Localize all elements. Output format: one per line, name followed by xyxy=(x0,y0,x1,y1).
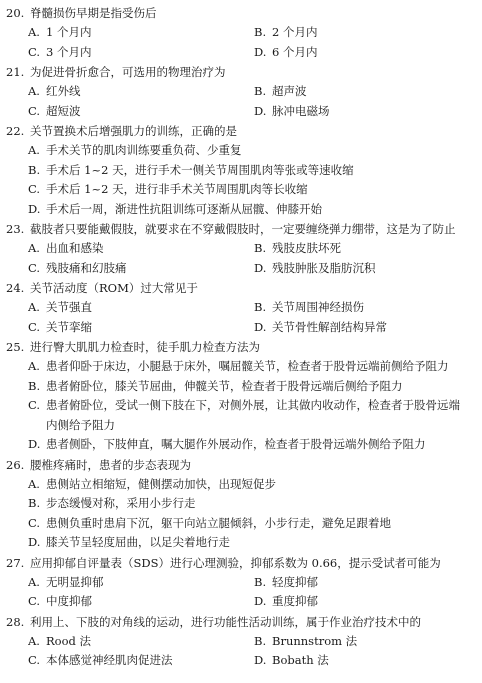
option-letter: A. xyxy=(28,241,40,255)
question-block xyxy=(6,553,476,612)
option-row xyxy=(6,239,476,259)
option-letter: C. xyxy=(28,594,41,608)
answer-option xyxy=(6,435,476,455)
question-text: 关节活动度（ROM）过大常见于 xyxy=(30,281,198,295)
question-number: 26. xyxy=(6,457,25,472)
question-stem xyxy=(6,278,476,298)
question-block xyxy=(6,612,476,671)
option-text: 步态缓慢对称，采用小步行走 xyxy=(46,496,196,510)
option-text: 残肢痛和幻肢痛 xyxy=(46,260,127,275)
answer-option xyxy=(28,651,254,671)
option-row xyxy=(6,82,476,102)
answer-option xyxy=(254,43,476,63)
option-text: 1 个月内 xyxy=(46,25,92,39)
answer-option xyxy=(254,632,476,652)
option-letter: C. xyxy=(28,319,41,334)
question-stem xyxy=(6,219,476,239)
question-text: 应用抑郁自评量表（SDS）进行心理测验，抑郁系数为 0.66，提示受试者可能为 xyxy=(30,555,441,570)
answer-option xyxy=(254,298,476,318)
option-text: 无明显抑郁 xyxy=(46,574,104,589)
answer-option xyxy=(254,82,476,102)
answer-option xyxy=(28,102,254,122)
option-text: 脉冲电磁场 xyxy=(272,103,330,118)
option-letter: B. xyxy=(254,633,267,648)
answer-option xyxy=(28,23,254,43)
option-letter: D. xyxy=(28,437,41,451)
option-letter: A. xyxy=(28,633,40,648)
answer-option xyxy=(6,180,476,200)
option-letter: C. xyxy=(28,653,41,667)
option-text: 患侧站立相缩短，健侧摆动加快，出现短促步 xyxy=(46,476,276,491)
option-letter: B. xyxy=(254,300,267,314)
option-text: 2 个月内 xyxy=(272,25,318,39)
answer-option xyxy=(28,82,254,102)
option-letter: C. xyxy=(28,260,41,275)
option-text: 关节强直 xyxy=(46,300,92,314)
answer-option xyxy=(6,141,476,161)
option-text: 手术关节的肌肉训练要重负荷、少重复 xyxy=(46,143,242,157)
option-letter: A. xyxy=(28,25,40,39)
option-text: 关节周围神经损伤 xyxy=(272,300,364,314)
answer-option xyxy=(6,357,476,377)
option-text: 出血和感染 xyxy=(46,241,104,255)
option-row xyxy=(6,632,476,652)
answer-option xyxy=(254,239,476,259)
option-letter: B. xyxy=(254,25,267,39)
option-letter: A. xyxy=(28,84,40,98)
option-letter: B. xyxy=(28,378,41,393)
option-letter: A. xyxy=(28,476,40,491)
option-text: 本体感觉神经肌肉促进法 xyxy=(46,653,173,667)
question-block xyxy=(6,219,476,278)
question-stem xyxy=(6,612,476,632)
question-stem xyxy=(6,3,476,23)
answer-option xyxy=(28,259,254,279)
question-number: 21. xyxy=(6,65,25,79)
option-text: Brunnstrom 法 xyxy=(272,633,358,648)
answer-option xyxy=(28,318,254,338)
option-text: 残肢肿胀及脂肪沉积 xyxy=(272,260,376,275)
question-text: 关节置换术后增强肌力的训练，正确的是 xyxy=(30,124,237,138)
question-block xyxy=(6,455,476,553)
option-letter: C. xyxy=(28,398,41,412)
option-text: 关节骨性解剖结构异常 xyxy=(272,319,387,334)
question-number: 28. xyxy=(6,614,25,629)
option-text: 3 个月内 xyxy=(46,44,92,59)
option-row xyxy=(6,102,476,122)
answer-option xyxy=(254,23,476,43)
answer-option xyxy=(254,259,476,279)
question-text: 脊髓损伤早期是指受伤后 xyxy=(30,6,157,20)
answer-option xyxy=(6,494,476,514)
answer-option xyxy=(254,102,476,122)
option-text: 超短波 xyxy=(46,103,81,118)
option-letter: D. xyxy=(254,103,267,118)
option-text: 中度抑郁 xyxy=(46,594,92,608)
option-row xyxy=(6,298,476,318)
option-letter: B. xyxy=(254,84,267,98)
option-text: 关节挛缩 xyxy=(46,319,92,334)
option-row xyxy=(6,651,476,671)
answer-option xyxy=(28,298,254,318)
option-letter: C. xyxy=(28,103,41,118)
option-text: 患侧负重时患肩下沉，躯干向站立腿倾斜，小步行走，避免足跟着地 xyxy=(46,515,391,530)
option-letter: A. xyxy=(28,300,40,314)
answer-option xyxy=(6,200,476,220)
question-number: 22. xyxy=(6,124,25,138)
option-letter: D. xyxy=(254,319,267,334)
question-number: 24. xyxy=(6,281,25,295)
option-text: 患者俯卧位，受试一侧下肢在下，对侧外展，让其做内收动作，检查者于股骨远端 xyxy=(46,398,460,412)
option-text: 手术后一周，渐进性抗阻训练可逐渐从屈髋、伸膝开始 xyxy=(46,201,322,216)
option-text: Rood 法 xyxy=(46,633,92,648)
option-text: 患者侧卧，下肢伸直，嘱大腿作外展动作，检查者于股骨远端外侧给予阻力 xyxy=(46,437,426,451)
question-text: 截肢者只要能戴假肢，就要求在不穿戴假肢时，一定要缠绕弹力绷带，这是为了防止 xyxy=(30,222,456,236)
option-continuation: 内侧给予阻力 xyxy=(46,417,115,432)
answer-option xyxy=(28,632,254,652)
answer-option xyxy=(28,573,254,593)
option-letter: D. xyxy=(28,201,41,216)
answer-option xyxy=(6,396,476,416)
answer-option xyxy=(254,592,476,612)
option-text: 轻度抑郁 xyxy=(272,574,318,589)
option-text: 患者俯卧位，膝关节屈曲，伸髋关节，检查者于股骨远端后侧给予阻力 xyxy=(46,378,403,393)
option-text: 红外线 xyxy=(46,84,81,98)
answer-option xyxy=(254,651,476,671)
question-block xyxy=(6,121,476,219)
question-block xyxy=(6,278,476,337)
option-row xyxy=(6,259,476,279)
question-number: 20. xyxy=(6,6,25,20)
question-text: 利用上、下肢的对角线的运动，进行功能性活动训练，属于作业治疗技术中的 xyxy=(30,614,421,629)
question-number: 27. xyxy=(6,555,25,570)
question-stem xyxy=(6,337,476,357)
option-text: 重度抑郁 xyxy=(272,594,318,608)
question-text: 腰椎疼痛时，患者的步态表现为 xyxy=(30,457,191,472)
option-letter: C. xyxy=(28,515,41,530)
option-letter: D. xyxy=(254,594,267,608)
option-text: 手术后 1~2 天，进行手术一侧关节周围肌肉等张或等速收缩 xyxy=(46,162,354,177)
answer-option xyxy=(6,377,476,397)
option-letter: D. xyxy=(254,653,267,667)
option-text: Bobath 法 xyxy=(272,653,329,667)
option-letter: A. xyxy=(28,359,40,373)
option-letter: B. xyxy=(254,574,267,589)
answer-option xyxy=(254,573,476,593)
answer-option xyxy=(6,161,476,181)
question-number: 25. xyxy=(6,340,25,354)
answer-option xyxy=(28,592,254,612)
option-letter: B. xyxy=(28,162,41,177)
question-number: 23. xyxy=(6,222,25,236)
option-text: 患者仰卧于床边，小腿悬于床外，嘱屈髋关节，检查者于股骨远端前侧给予阻力 xyxy=(46,359,449,373)
option-letter: A. xyxy=(28,143,40,157)
question-block xyxy=(6,62,476,121)
option-letter: B. xyxy=(28,496,41,510)
question-stem xyxy=(6,553,476,573)
answer-option xyxy=(6,533,476,553)
question-text: 进行臀大肌肌力检查时，徒手肌力检查方法为 xyxy=(30,340,260,354)
question-stem xyxy=(6,121,476,141)
question-block xyxy=(6,337,476,455)
option-row xyxy=(6,43,476,63)
option-letter: C. xyxy=(28,182,41,196)
option-row xyxy=(6,318,476,338)
option-text: 残肢皮肤坏死 xyxy=(272,241,341,255)
option-letter: D. xyxy=(254,44,267,59)
answer-option xyxy=(6,514,476,534)
option-row xyxy=(6,23,476,43)
answer-option xyxy=(28,43,254,63)
answer-option xyxy=(28,239,254,259)
answer-option xyxy=(6,475,476,495)
option-text: 膝关节呈轻度屈曲，以足尖着地行走 xyxy=(46,535,230,549)
option-row xyxy=(6,592,476,612)
option-text: 超声波 xyxy=(272,84,307,98)
option-text: 手术后 1~2 天，进行非手术关节周围肌肉等长收缩 xyxy=(46,182,308,196)
option-letter: D. xyxy=(254,260,267,275)
option-letter: B. xyxy=(254,241,267,255)
option-row xyxy=(6,573,476,593)
option-letter: D. xyxy=(28,535,41,549)
option-letter: A. xyxy=(28,574,40,589)
question-stem xyxy=(6,62,476,82)
answer-option xyxy=(254,318,476,338)
option-text: 6 个月内 xyxy=(272,44,318,59)
question-stem xyxy=(6,455,476,475)
question-text: 为促进骨折愈合，可选用的物理治疗为 xyxy=(30,65,226,79)
question-block xyxy=(6,3,476,62)
option-letter: C. xyxy=(28,44,41,59)
